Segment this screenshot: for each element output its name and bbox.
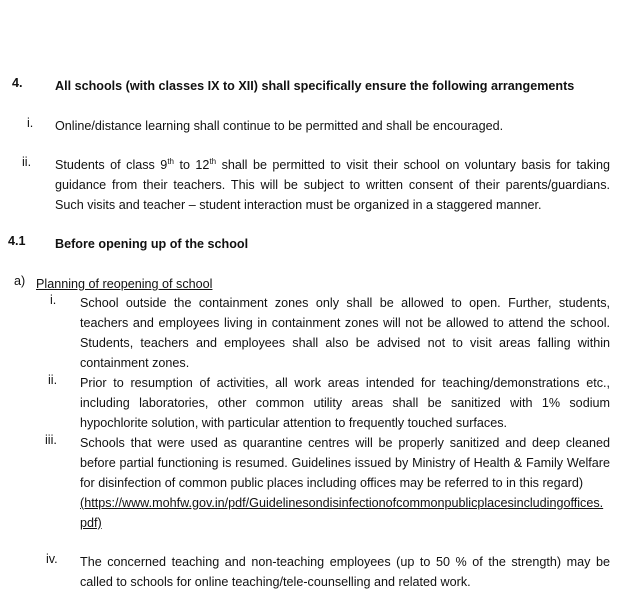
item-marker: iii.: [45, 433, 57, 447]
item-text: Prior to resumption of activities, all work areas intended for teaching/demonstrations etc., including laboratories, other common utility areas shall be sanitized with 1% sodium hypochlorite solution, with particular attention to frequently touched surfaces.: [80, 376, 610, 430]
section-heading: All schools (with classes IX to XII) shall specifically ensure the following arrangements: [55, 79, 575, 93]
item-text-part: shall be permitted to visit their school on voluntary basis for taking guidance from their teachers. This will be subject to written consent of their parents/guardians. Such visits and teacher – student interaction must be organized in a staggered manner.: [55, 158, 610, 212]
item-marker: ii.: [22, 155, 32, 169]
item-marker: i.: [27, 116, 34, 130]
superscript: th: [167, 156, 174, 166]
item-text-part: Students of class 9: [55, 158, 168, 172]
section-heading: Before opening up of the school: [55, 237, 249, 251]
subsection-marker: a): [14, 274, 26, 288]
item-text: The concerned teaching and non-teaching employees (up to 50 % of the strength) may be called to schools for online teaching/tele-counselling and related work.: [80, 555, 610, 589]
item-text-body: Schools that were used as quarantine centres will be properly sanitized and deep cleaned before partial functioning is resumed. Guidelines issued by Ministry of Health & Family Welfare for disinfection of common public places including offices may be referred to in this regard): [80, 436, 610, 490]
item-text-part: to 12: [173, 158, 210, 172]
subsection-heading: Planning of reopening of school: [36, 277, 213, 291]
guidelines-link[interactable]: (https://www.mohfw.gov.in/pdf/Guidelinesondisinfectionofcommonpublicplacesincludingoffices.pdf): [80, 496, 604, 530]
superscript: th: [209, 156, 217, 166]
item-marker: i.: [50, 293, 57, 307]
item-marker: iv.: [46, 552, 58, 566]
section-number: 4.: [12, 76, 23, 90]
item-marker: ii.: [48, 373, 58, 387]
item-text: [55, 155, 610, 215]
item-text: [80, 433, 610, 533]
item-text: School outside the containment zones only shall be allowed to open. Further, students, teachers and employees living in containment zones will not be allowed to attend the school. Students, teachers and employees shall also be advised not to visit areas falling within containment zones.: [80, 296, 610, 370]
section-number: 4.1: [8, 234, 26, 248]
item-text: Online/distance learning shall continue to be permitted and shall be encouraged.: [55, 119, 504, 133]
